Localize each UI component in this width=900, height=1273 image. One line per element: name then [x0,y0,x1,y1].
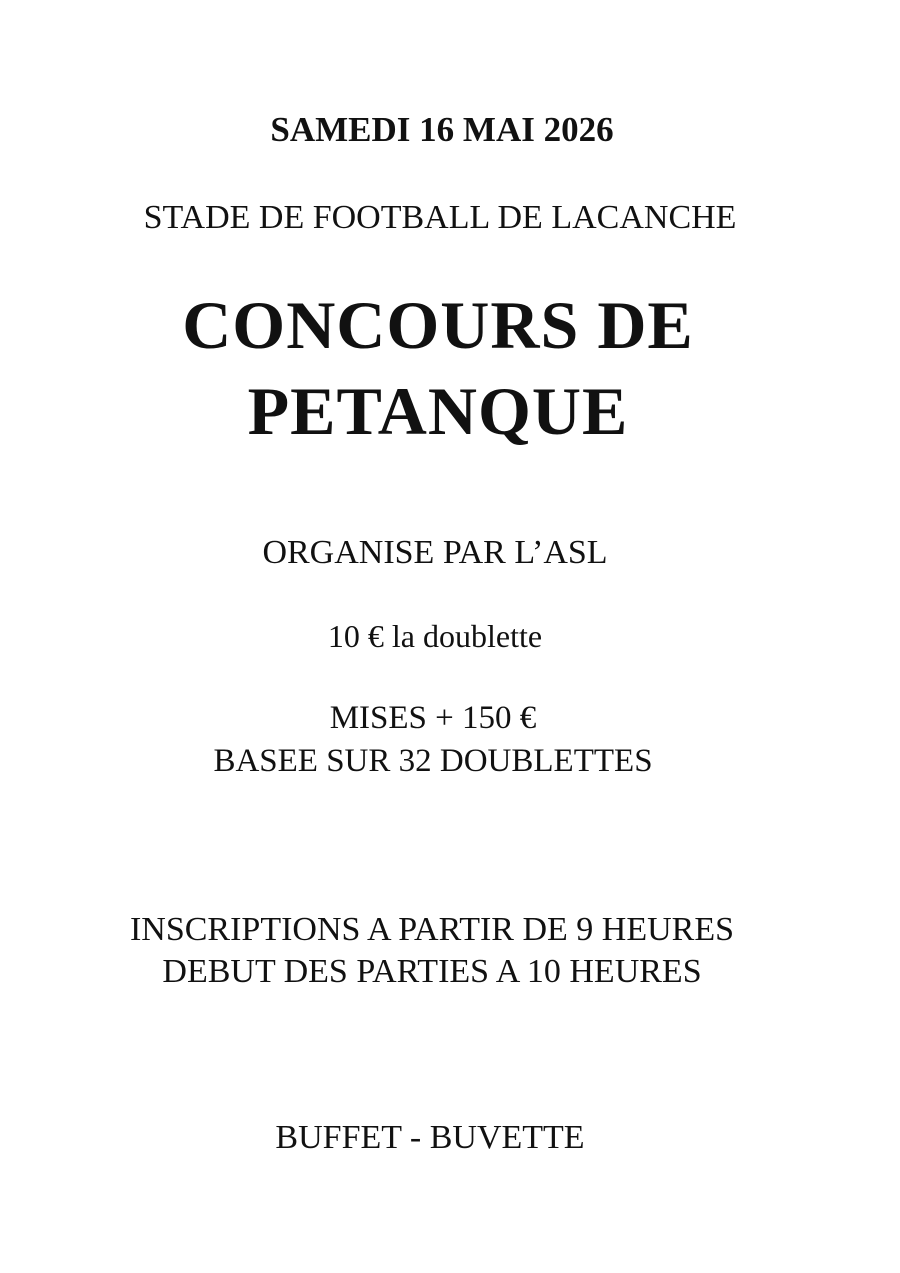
registration-line-2: DEBUT DES PARTIES A 10 HEURES [162,953,702,990]
organiser-text: ORGANISE PAR L’ASL [262,534,608,571]
event-venue: STADE DE FOOTBALL DE LACANCHE [143,199,737,236]
event-title-line-2: PETANQUE [247,373,629,449]
prize-line-2: BASEE SUR 32 DOUBLETTES [213,743,653,779]
registration-line-1: INSCRIPTIONS A PARTIR DE 9 HEURES [129,911,735,948]
prize-line-1: MISES + 150 € [329,700,537,736]
event-title-line-1: CONCOURS DE [182,287,694,363]
entry-price: 10 € la doublette [327,618,543,654]
event-date: SAMEDI 16 MAI 2026 [270,110,614,149]
refreshments-text: BUFFET - BUVETTE [275,1119,585,1156]
